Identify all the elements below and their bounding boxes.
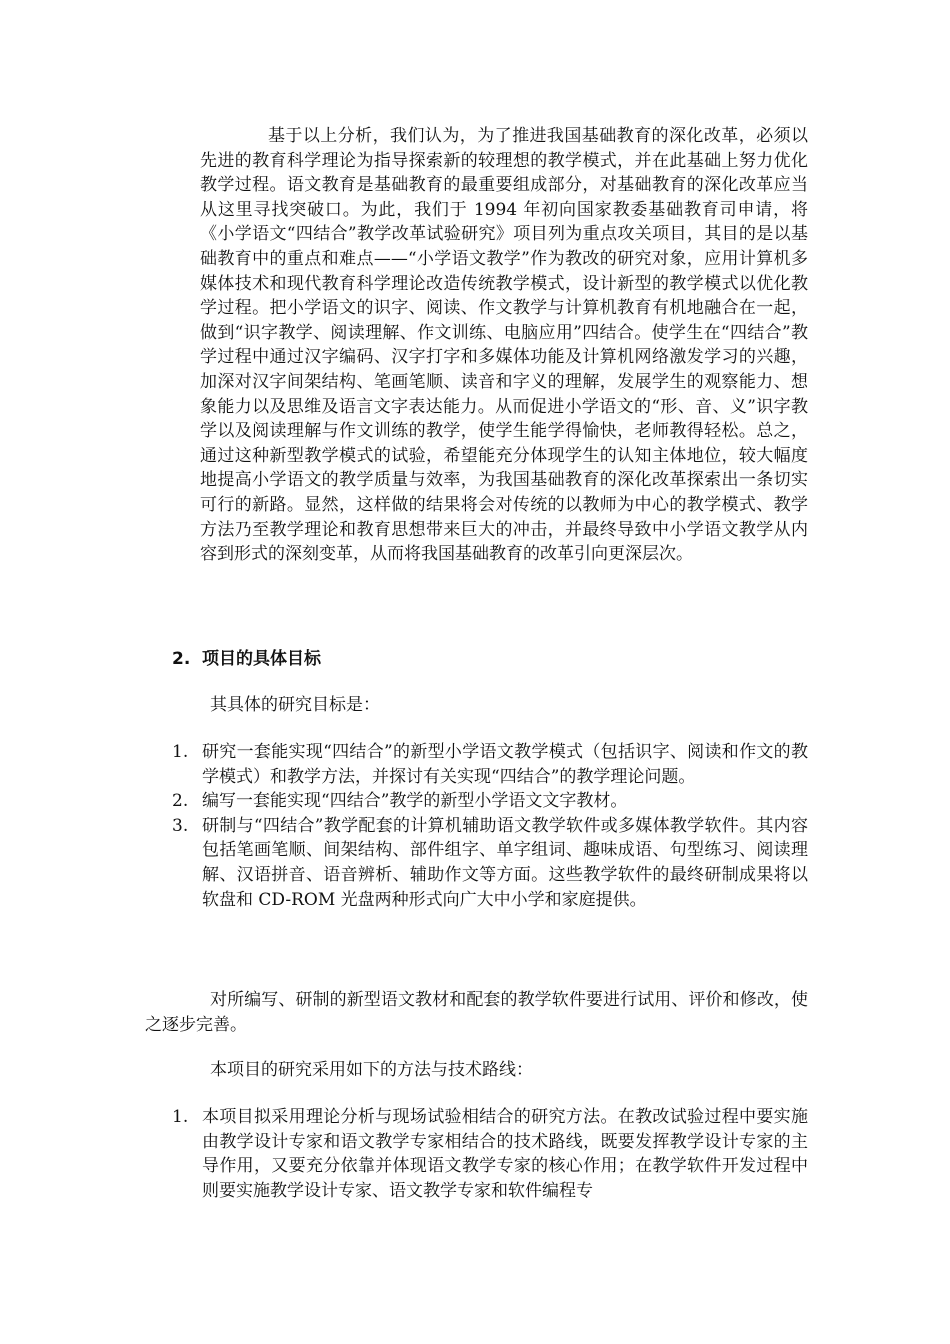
list-item-text: 研制与“四结合”教学配套的计算机辅助语文教学软件或多媒体教学软件。其内容包括笔画笔顺、间架结构、部件组字、单字组词、趣味成语、句型练习、阅读理解、汉语拼音、语音辨析、辅助作文等方面。这些教学软件的最终研制成果将以软盘和 CD-ROM 光盘两种形式向广大中小学和家庭提供。	[202, 815, 808, 910]
section-title: 项目的具体目标	[202, 649, 321, 669]
list-item	[172, 740, 808, 789]
list-item	[172, 1105, 808, 1203]
section-number: 2.	[172, 649, 191, 669]
section-heading	[172, 647, 321, 671]
list-marker: 2.	[172, 791, 189, 812]
list-item-text: 研究一套能实现“四结合”的新型小学语文教学模式（包括识字、阅读和作文的教学模式）和教学方法，并探讨有关实现“四结合”的教学理论问题。	[202, 742, 808, 787]
list-item-text: 编写一套能实现“四结合”教学的新型小学语文文字教材。	[202, 791, 628, 812]
list-marker: 3.	[172, 815, 189, 836]
list-marker: 1.	[172, 742, 189, 762]
list-marker: 1.	[172, 1107, 189, 1127]
body-paragraph: 基于以上分析，我们认为，为了推进我国基础教育的深化改革，必须以先进的教育科学理论为指导探索新的较理想的教学模式，并在此基础上努力优化教学过程。语文教育是基础教育的最重要组成部分，对基础教育的深化改革应当从这里寻找突破口。为此，我们于 1994 年初向国家教委基础教育司申请，将《小学语文“四结合”教学改革试验研究》项目列为重点攻关项目，其目的是以基础教育中的重点和难点——“小学语文教学”作为教改的研究对象，应用计算机多媒体技术和现代教育科学理论改造传统教学模式，设计新型的教学模式以优化教学过程。把小学语文的识字、阅读、作文教学与计算机教育有机地融合在一起，做到“识字教学、阅读理解、作文训练、电脑应用”四结合。使学生在“四结合”教学过程中通过汉字编码、汉字打字和多媒体功能及计算机网络激发学习的兴趣，加深对汉字间架结构、笔画笔顺、读音和字义的理解，发展学生的观察能力、想象能力以及思维及语言文字表达能力。从而促进小学语文的“形、音、义”识字教学以及阅读理解与作文训练的教学，使学生能学得愉快，老师教得轻松。总之，通过这种新型教学模式的试验，希望能充分体现学生的认知主体地位，较大幅度地提高小学语文的教学质量与效率，为我国基础教育的深化改革探索出一条切实可行的新路。显然，这样做的结果将会对传统的以教师为中心的教学模式、教学方法乃至教学理论和教育思想带来巨大的冲击，并最终导致中小学语文教学从内容到形式的深刻变革，从而将我国基础教育的改革引向更深层次。	[200, 126, 808, 565]
revise-paragraph: 对所编写、研制的新型语文教材和配套的教学软件要进行试用、评价和修改，使之逐步完善。	[145, 990, 808, 1035]
list-item-text: 本项目拟采用理论分析与现场试验相结合的研究方法。在教改试验过程中要实施由教学设计专家和语文教学专家相结合的技术路线，既要发挥教学设计专家的主导作用，又要充分依靠并体现语文教学专家的核心作用；在教学软件开发过程中则要实施教学设计专家、语文教学专家和软件编程专	[202, 1107, 808, 1201]
list-item	[172, 789, 808, 814]
methods-list	[172, 1105, 808, 1203]
goals-list	[172, 740, 808, 912]
goals-intro: 其具体的研究目标是：	[210, 695, 380, 715]
methods-intro: 本项目的研究采用如下的方法与技术路线：	[210, 1060, 533, 1080]
list-item	[172, 814, 808, 912]
